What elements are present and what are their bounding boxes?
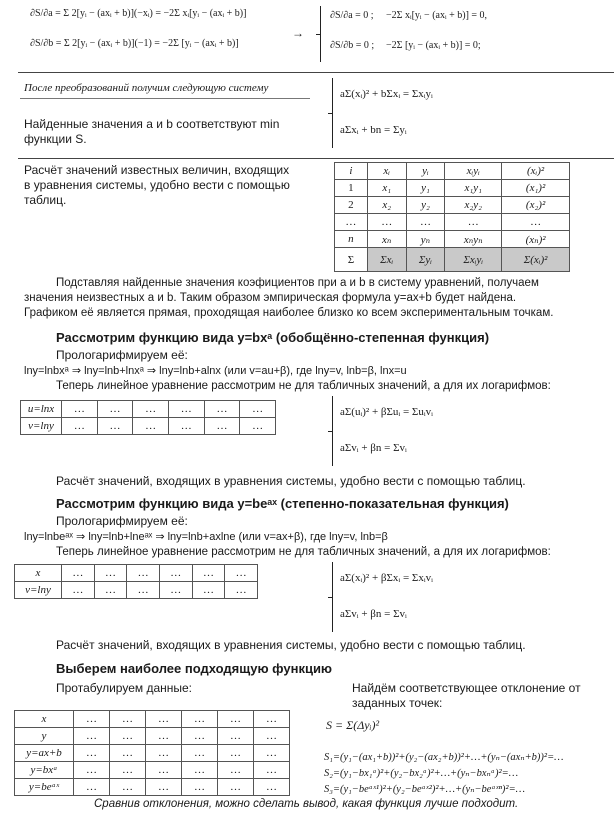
table-cell: … [168,401,204,418]
table-cell: … [254,762,290,779]
divider [18,72,614,73]
table-cell: … [182,762,218,779]
deviation-sum-formula: S = Σ(Δyᵢ)² [326,718,380,732]
table-cell: … [192,582,225,599]
table-text-line-3: таблиц. [24,193,67,207]
table-cell: … [74,711,110,728]
choose-heading: Выберем наиболее подходящую функцию [56,661,333,676]
power-normal-equation-2: aΣvᵢ + βn = Σvᵢ [340,442,407,454]
table-cell: … [218,762,254,779]
table-row [15,762,290,779]
table-cell: … [146,711,182,728]
system-brace [332,562,338,632]
table-cell: … [74,728,110,745]
table-cell: n [335,231,368,248]
power-log-equation: lny=lnbxᵃ ⇒ lny=lnb+lnxᵃ ⇒ lny=lnb+alnx (или v=au+β), где lny=v, lnb=β, lnx=u [24,365,407,377]
deviation-text-line-2: заданных точек: [352,696,443,710]
table-cell: … [62,418,98,435]
table-row [21,418,276,435]
table-cell: … [335,214,368,231]
partial-b-equation: ∂S/∂b = Σ 2[yᵢ − (axᵢ + b)](−1) = −2Σ [yᵢ − (axᵢ + b)] [30,38,239,49]
table-header-row [335,163,570,180]
table-cell: … [74,762,110,779]
table-sum-cell: Σ [335,248,368,272]
divider [18,158,614,159]
table-cell: … [110,745,146,762]
system-intro: После преобразований получим следующую систему [24,82,269,94]
table-cell: … [127,565,160,582]
linear-text-line-3: Графиком её является прямая, проходящая наиболее близко ко всем экспериментальным точкам. [24,307,554,319]
table-cell: … [146,779,182,796]
comparison-table [14,710,290,796]
table-cell: y₁ [406,180,445,197]
table-cell: x₁ [367,180,406,197]
table-cell: … [192,565,225,582]
table-sum-cell: Σ(xᵢ)² [502,248,570,272]
table-row [335,197,570,214]
table-cell: … [146,762,182,779]
power-log-label: Прологарифмируем её: [56,348,188,362]
table-cell: 2 [335,197,368,214]
system-eq-1-right: −2Σ xᵢ[yᵢ − (axᵢ + b)] = 0, [386,10,488,21]
table-cell: … [146,745,182,762]
table-sum-cell: Σxᵢyᵢ [445,248,502,272]
deviation-s1: S₁=(y₁−(ax₁+b))²+(y₂−(ax₂+b))²+…+(yₙ−(axₙ+b))²=… [324,752,564,763]
table-cell: … [502,214,570,231]
table-cell: … [218,745,254,762]
row-label: y=beᵃˣ [15,779,74,796]
row-label: y=bxᵃ [15,762,74,779]
table-text-line-1: Расчёт значений известных величин, входящих [24,163,290,177]
conclusion: Сравнив отклонения, можно сделать вывод, какая функция лучше подходит. [94,798,519,810]
table-cell: y₂ [406,197,445,214]
table-cell: … [254,745,290,762]
table-cell: … [94,582,127,599]
power-linear-note: Теперь линейное уравнение рассмотрим не для табличных значений, а для их логарифмов: [56,380,551,392]
table-cell: … [159,565,192,582]
table-header: (xᵢ)² [502,163,570,180]
table-cell: … [218,711,254,728]
exponential-log-table [14,564,258,599]
system-eq-2-left: ∂S/∂b = 0 ; [330,40,375,51]
table-sum-row [335,248,570,272]
partial-a-equation: ∂S/∂a = Σ 2[yᵢ − (axᵢ + b)](−xᵢ) = −2Σ xᵢ[yᵢ − (axᵢ + b)] [30,8,247,19]
table-cell: … [225,565,258,582]
table-cell: … [445,214,502,231]
system-brace [332,78,338,148]
row-label: v=lny [15,582,62,599]
table-cell: … [74,779,110,796]
table-row [335,231,570,248]
deviation-s3: S₃=(y₁−beᵃˣ¹)²+(y₂−beᵃˣ²)²+…+(yₙ−beᵃˣⁿ)²=… [324,784,525,795]
table-cell: … [218,779,254,796]
table-row [15,582,258,599]
table-cell: … [240,418,276,435]
table-cell: x₂ [367,197,406,214]
exponential-log-label: Прологарифмируем её: [56,514,188,528]
table-cell: … [110,711,146,728]
table-row [15,711,290,728]
table-cell: … [97,418,133,435]
table-cell: … [110,779,146,796]
table-row [15,779,290,796]
exponential-normal-equation-2: aΣvᵢ + βn = Σvᵢ [340,608,407,620]
row-label: x [15,565,62,582]
table-cell: … [204,418,240,435]
table-header: xᵢ [367,163,406,180]
table-cell: … [127,582,160,599]
exponential-log-equation: lny=lnbeᵃˣ ⇒ lny=lnb+lneᵃˣ ⇒ lny=lnb+axlne (или v=ax+β), где lny=v, lnb=β [24,531,388,543]
table-cell: xₙyₙ [445,231,502,248]
table-cell: x₂y₂ [445,197,502,214]
power-normal-equation-1: aΣ(uᵢ)² + βΣuᵢ = Σuᵢvᵢ [340,406,433,418]
table-cell: yₙ [406,231,445,248]
table-cell: … [182,711,218,728]
table-cell: (x₂)² [502,197,570,214]
system-brace [320,6,326,62]
power-heading: Рассмотрим функцию вида y=bxᵃ (обобщённо-степенная функция) [56,330,490,345]
table-text-line-2: в уравнения системы, удобно вести с помощью [24,178,290,192]
table-row [335,214,570,231]
table-cell: … [133,401,169,418]
found-values-line-2: функции S. [24,132,87,146]
normal-equation-1: aΣ(xᵢ)² + bΣxᵢ = Σxᵢyᵢ [340,88,433,100]
table-row [335,180,570,197]
power-log-table [20,400,276,435]
table-cell: … [97,401,133,418]
table-cell: … [168,418,204,435]
exponential-calc-note: Расчёт значений, входящих в уравнения системы, удобно вести с помощью таблиц. [56,638,526,652]
power-calc-note: Расчёт значений, входящих в уравнения системы, удобно вести с помощью таблиц. [56,474,526,488]
table-cell: … [133,418,169,435]
linear-text-line-2: значения неизвестных a и b. Таким образом эмпирическая формула y=ax+b будет найдена. [24,292,517,304]
row-label: y [15,728,74,745]
deviation-text-line-1: Найдём соответствующее отклонение от [352,681,581,695]
table-cell: … [240,401,276,418]
table-cell: (xₙ)² [502,231,570,248]
table-cell: … [406,214,445,231]
table-row [21,401,276,418]
table-cell: … [182,745,218,762]
table-cell: … [254,728,290,745]
table-cell: … [254,711,290,728]
table-header: yᵢ [406,163,445,180]
table-cell: … [218,728,254,745]
row-label: y=ax+b [15,745,74,762]
table-cell: … [62,582,95,599]
row-label: v=lny [21,418,62,435]
table-cell: … [94,565,127,582]
table-cell: … [254,779,290,796]
found-values-line-1: Найденные значения a и b соответствуют min [24,117,280,131]
normal-equation-2: aΣxᵢ + bn = Σyᵢ [340,124,407,136]
table-cell: … [367,214,406,231]
implies-arrow: → [292,26,304,40]
row-label: u=lnx [21,401,62,418]
table-cell: … [159,582,192,599]
table-header: xᵢyᵢ [445,163,502,180]
system-eq-1-left: ∂S/∂a = 0 ; [330,10,374,21]
system-brace [332,396,338,466]
linear-text-line-1: Подставляя найденные значения коэфициентов при a и b в систему уравнений, получаем [56,277,539,289]
table-cell: x₁y₁ [445,180,502,197]
exponential-linear-note: Теперь линейное уравнение рассмотрим не для табличных значений, а для их логарифмов: [56,546,551,558]
table-cell: … [146,728,182,745]
table-cell: … [204,401,240,418]
table-header: i [335,163,368,180]
exponential-normal-equation-1: aΣ(xᵢ)² + βΣxᵢ = Σxᵢvᵢ [340,572,433,584]
table-row [15,728,290,745]
table-row [15,565,258,582]
table-cell: 1 [335,180,368,197]
tabulate-label: Протабулируем данные: [56,681,193,695]
table-cell: … [110,762,146,779]
table-cell: … [74,745,110,762]
system-eq-2-right: −2Σ [yᵢ − (axᵢ + b)] = 0; [386,40,481,51]
table-cell: (x₁)² [502,180,570,197]
underline [20,98,310,99]
table-cell: … [62,401,98,418]
exponential-heading: Рассмотрим функцию вида y=beᵃˣ (степенно-показательная функция) [56,496,509,511]
table-cell: … [62,565,95,582]
sums-table [334,162,570,272]
table-cell: … [182,728,218,745]
table-cell: … [182,779,218,796]
table-sum-cell: Σyᵢ [406,248,445,272]
row-label: x [15,711,74,728]
table-row [15,745,290,762]
table-cell: … [225,582,258,599]
deviation-s2: S₂=(y₁−bx₁ᵃ)²+(y₂−bx₂ᵃ)²+…+(yₙ−bxₙᵃ)²=… [324,768,519,779]
table-cell: xₙ [367,231,406,248]
table-cell: … [110,728,146,745]
table-sum-cell: Σxᵢ [367,248,406,272]
